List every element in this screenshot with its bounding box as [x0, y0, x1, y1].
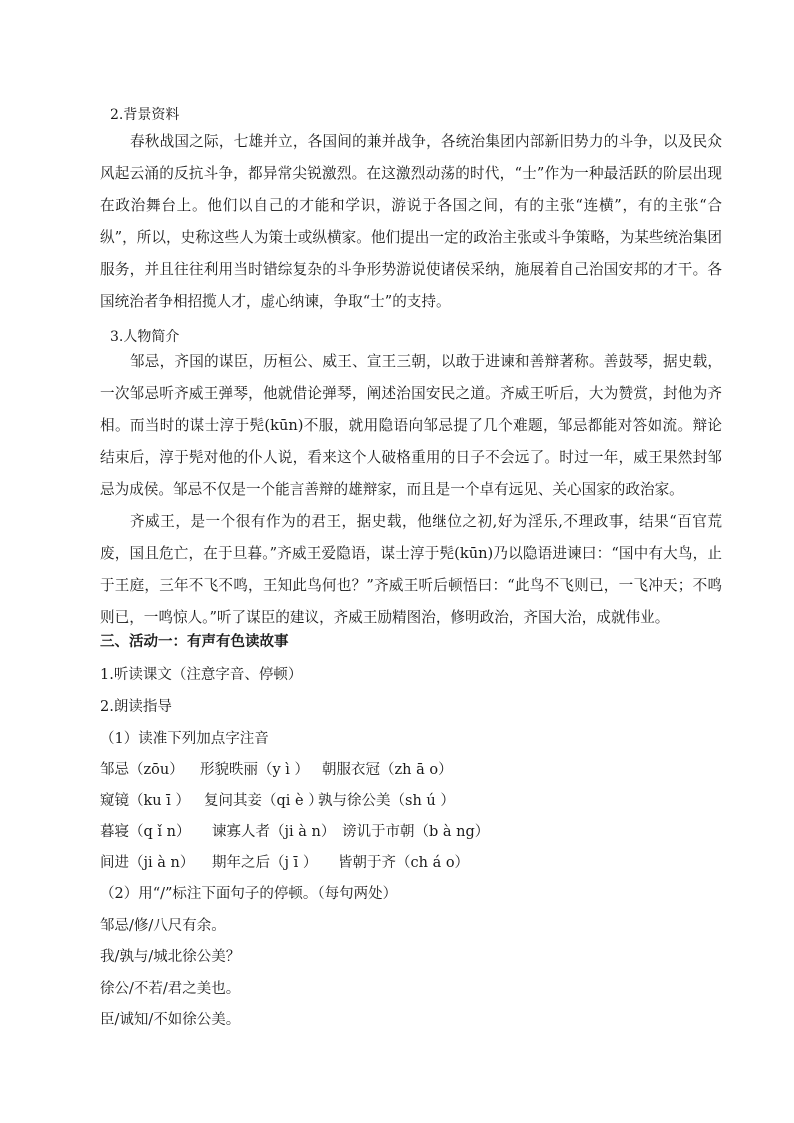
pinyin-item: 窥镜（ku ī ） — [100, 793, 190, 809]
people-paragraph-qiweiwang: 齐威王，是一个很有作为的君王，据史载，他继位之初,好为淫乐,不理政事，结果“百官荒废，国且危亡，在于旦暮。”齐威王爱隐语，谋士淳于髡(kūn)乃以隐语进谏曰：“国中有大鸟，止于王庭，三年不飞不鸣，王知此鸟何也？”齐威王听后顿悟曰：“此鸟不飞则已，一飞冲天；不鸣则已，一鸣惊人。”听了谋臣的建议，齐威王励精图治，修明政治，齐国大治，成就伟业。 — [100, 513, 722, 626]
pinyin-row — [100, 758, 453, 779]
pinyin-item: 形貌昳丽（y ì ） — [200, 762, 310, 778]
pinyin-item: 皆朝于齐（ch á o） — [338, 855, 470, 871]
pause-sentence: 臣/诚知/不如徐公美。 — [100, 1012, 241, 1028]
section-heading-background: 2.背景资料 — [110, 107, 180, 123]
pinyin-item: 谤讥于市朝（b à ng） — [342, 824, 490, 840]
activity-item-1: 1.听读课文（注意字音、停顿） — [100, 667, 303, 683]
people-paragraph-zouji: 邹忌，齐国的谋臣，历桓公、威王、宣王三朝，以敢于进谏和善辩著称。善鼓琴，据史载，一次邹忌听齐威王弹琴，他就借论弹琴，阐述治国安民之道。齐威王听后，大为赞赏，封他为齐相。而当时的谋士淳于髡(kūn)不服，就用隐语向邹忌提了几个难题，邹忌都能对答如流。辩论结束后，淳于髡对他的仆人说，看来这个人破格重用的日子不会远了。时过一年，威王果然封邹忌为成侯。邹忌不仅是一个能言善辩的雄辩家，而且是一个卓有远见、关心国家的政治家。 — [100, 353, 722, 498]
pinyin-item: 间进（ji à n） — [100, 855, 195, 871]
pinyin-item: 暮寝（q ǐ n） — [100, 824, 191, 840]
activity-heading: 三、活动一：有声有色读故事 — [100, 633, 289, 650]
pinyin-row — [100, 820, 489, 841]
pause-instruction: （2）用“/”标注下面句子的停顿。（每句两处） — [100, 886, 398, 902]
pause-sentence: 我/孰与/城北徐公美？ — [100, 949, 241, 965]
pinyin-row — [100, 851, 469, 872]
pinyin-item: 复问其妾（qi è ） — [204, 793, 323, 809]
pinyin-item: 邹忌（zōu） — [100, 762, 184, 778]
section-heading-people: 3.人物简介 — [110, 329, 180, 345]
pinyin-item: 期年之后（j ī ） — [212, 855, 318, 871]
pinyin-item: 孰与徐公美（sh ú ） — [318, 793, 455, 809]
pinyin-item: 谏寡人者（ji à n） — [212, 824, 336, 840]
pause-sentence: 邹忌/修/八尺有余。 — [100, 918, 226, 934]
pinyin-instruction: （1）读准下列加点字注音 — [100, 731, 269, 747]
pinyin-row — [100, 789, 455, 810]
pinyin-item: 朝服衣冠（zh ā o） — [322, 762, 453, 778]
activity-item-2: 2.朗读指导 — [100, 699, 172, 715]
pause-sentence: 徐公/不若/君之美也。 — [100, 981, 241, 997]
background-paragraph: 春秋战国之际，七雄并立，各国间的兼并战争，各统治集团内部新旧势力的斗争，以及民众风起云涌的反抗斗争，都异常尖锐激烈。在这激烈动荡的时代，“士”作为一种最活跃的阶层出现在政治舞台上。他们以自己的才能和学识，游说于各国之间，有的主张“连横”，有的主张“合纵”，所以，史称这些人为策士或纵横家。他们提出一定的政治主张或斗争策略，为某些统治集团服务，并且往往利用当时错综复杂的斗争形势游说使诸侯采纳，施展着自己治国安邦的才干。各国统治者争相招揽人才，虚心纳谏，争取“士”的支持。 — [100, 133, 722, 310]
